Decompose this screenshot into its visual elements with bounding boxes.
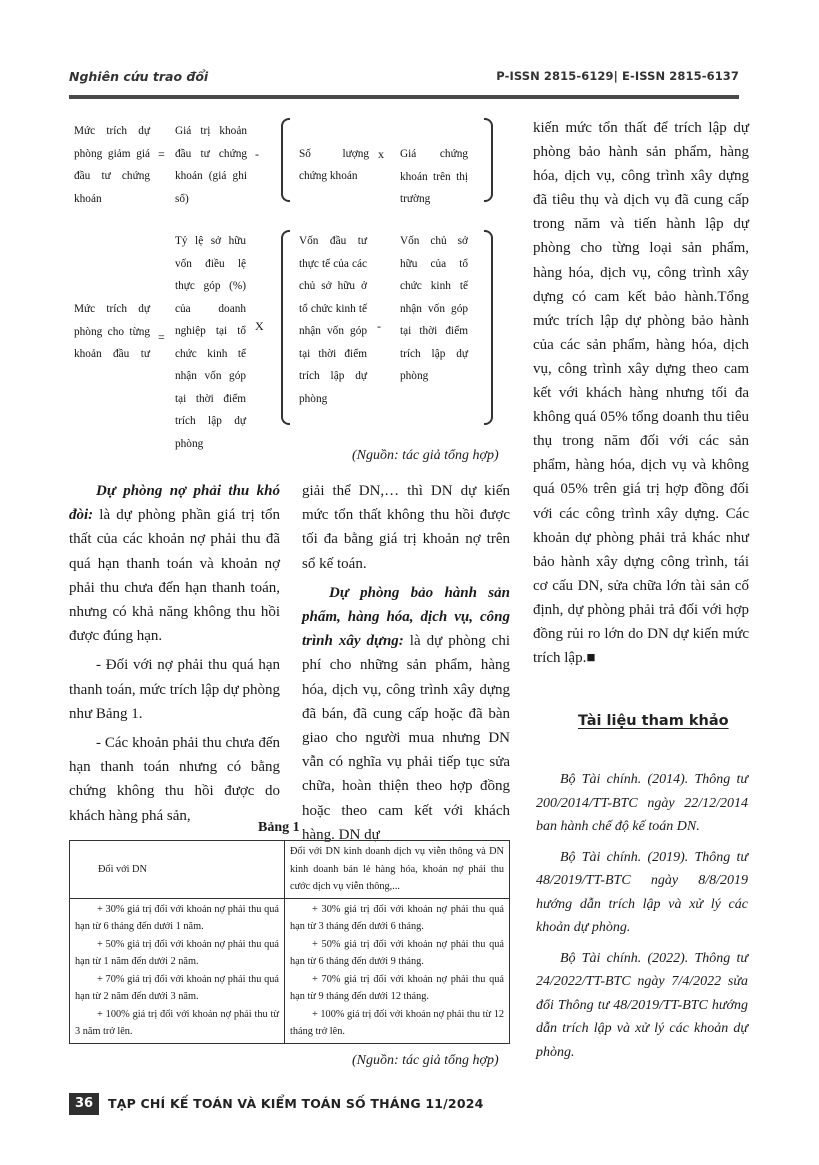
table-cell-enterprise xyxy=(70,898,285,1043)
table-item: + 50% giá trị đối với khoản nợ phải thu quá hạn từ 6 tháng đến dưới 9 tháng. xyxy=(290,938,504,967)
formula2-times: X xyxy=(255,319,264,333)
formula2-ownership-ratio: Tỷ lệ sở hữu vốn điều lệ thực góp (%) của doanh nghiệp tại tổ chức kinh tế nhận vốn góp tại thời điểm trích lập dự phòng xyxy=(175,235,246,450)
formula2-minus: - xyxy=(377,319,381,333)
end-mark: ■ xyxy=(586,650,596,667)
table-item: + 30% giá trị đối với khoản nợ phải thu quá hạn từ 3 tháng đến dưới 6 tháng. xyxy=(290,903,504,932)
table-header-telecom-text: Đối với DN kinh doanh dịch vụ viễn thông và DN kinh doanh bán lẻ hàng hóa, khoản nợ phải thu cước dịch vụ viễn thông,... xyxy=(290,846,504,892)
table-item: + 100% giá trị đối với khoản nợ phải thu từ 12 tháng trở lên. xyxy=(290,1008,504,1037)
column-2 xyxy=(302,479,510,847)
formula2-right-bracket xyxy=(484,230,493,425)
formula2-lhs: Mức trích dự phòng cho từng khoản đầu tư xyxy=(74,303,150,360)
col2-paragraph-1: giải thể DN,… thì DN dự kiến mức tổn thất không thu hồi được tối đa bằng giá trị khoản nợ trên sổ kế toán. xyxy=(302,483,510,572)
formula1-lhs: Mức trích dự phòng giảm giá đầu tư chứng khoán xyxy=(74,125,150,205)
formula1-quantity: Số lượng xyxy=(299,148,369,160)
formula1-left-bracket xyxy=(281,118,290,202)
issn-label: P-ISSN 2815-6129| E-ISSN 2815-6137 xyxy=(496,69,739,83)
col1-paragraph-3: - Các khoản phải thu chưa đến hạn thanh toán nhưng có bằng chứng không thu hồi được do khách hàng phá sản, xyxy=(69,735,280,824)
reference-item: Bộ Tài chính. (2014). Thông tư 200/2014/TT-BTC ngày 22/12/2014 ban hành chế độ kế toán DN. xyxy=(536,772,748,834)
journal-name: TẠP CHÍ KẾ TOÁN VÀ KIỂM TOÁN SỐ THÁNG 11/2024 xyxy=(108,1096,484,1111)
table-row xyxy=(70,898,510,1043)
col3-text: kiến mức tổn thất để trích lập dự phòng bảo hành sản phẩm, hàng hóa, dịch vụ, công trình xây dựng đã tiêu thụ và dịch vụ đã cung cấp trong năm và tiến hành lập dự phòng cho từng loại sản phẩm, hàng hóa, dịch vụ, công trình xây dựng có cam kết bảo hành.Tổng mức trích lập dự phòng bảo hành của các sản phẩm, hàng hóa, dịch vụ, công trình xây dựng theo cam kết với khách hàng nhưng tối đa không quá 05% tổng doanh thu tiêu thụ trong năm đối với các sản phẩm, hàng hóa, dịch vụ và không quá 05% trên giá trị hợp đồng đối với các công trình xây dựng. Các khoản dự phòng phải trả khác như bảo hành xây dựng công trình, tái cơ cấu DN, sửa chữa lớn tài sản cố định, dự phòng phải trả đối với hợp đồng rủi ro lớn do DN dự kiến mức trích lập. xyxy=(533,120,749,667)
table-header-enterprise: Đối với DN xyxy=(70,841,285,899)
table-source-note: (Nguồn: tác giả tổng hợp) xyxy=(352,1053,499,1068)
column-3 xyxy=(533,116,749,670)
formula1-right-bracket xyxy=(484,118,493,202)
col2-heading: Dự phòng bảo hành sản phẩm, hàng hóa, dịch vụ, công trình xây dựng: xyxy=(302,584,510,650)
formula1-book-value: Giá trị khoản đầu tư chứng khoán (giá ghi sổ) xyxy=(175,125,247,205)
header-rule xyxy=(69,95,739,99)
col1-paragraph-2: - Đối với nợ phải thu quá hạn thanh toán, mức trích lập dự phòng như Bảng 1. xyxy=(69,657,280,722)
table-item: + 50% giá trị đối với khoản nợ phải thu quá hạn từ 1 năm đến dưới 2 năm. xyxy=(75,938,279,967)
table-item: + 100% giá trị đối với khoản nợ phải thu từ 3 năm trở lên. xyxy=(75,1008,279,1037)
formula1-times: x xyxy=(378,147,384,161)
column-1 xyxy=(69,479,280,828)
formula-source-note: (Nguồn: tác giả tổng hợp) xyxy=(352,448,499,463)
formula1-market-price: Giá chứng khoán trên thị trường xyxy=(400,148,468,205)
formula1-quantity-unit: chứng khoán xyxy=(299,170,358,182)
provision-table xyxy=(69,840,510,1044)
col1-paragraph-1 xyxy=(69,479,280,648)
table-cell-telecom xyxy=(285,898,510,1043)
col1-heading: Dự phòng nợ phải thu khó đòi: xyxy=(69,483,280,524)
table-item: + 70% giá trị đối với khoản nợ phải thu quá hạn từ 2 năm đến dưới 3 năm. xyxy=(75,973,279,1002)
page-number: 36 xyxy=(69,1093,99,1115)
formula1-equals: = xyxy=(158,147,165,161)
formula2-left-bracket xyxy=(281,230,290,425)
table-item: + 70% giá trị đối với khoản nợ phải thu quá hạn từ 9 tháng đến dưới 12 tháng. xyxy=(290,973,504,1002)
section-label: Nghiên cứu trao đổi xyxy=(69,69,209,84)
formula2-owner-equity: Vốn chủ sở hữu của tổ chức kinh tế nhận vốn góp tại thời điểm trích lập dự phòng xyxy=(400,235,468,382)
reference-item: Bộ Tài chính. (2022). Thông tư 24/2022/TT-BTC ngày 7/4/2022 sửa đổi Thông tư 48/2019/TT-BTC hướng dẫn trích lập và xử lý các khoản dự phòng. xyxy=(536,950,748,1060)
formula1-minus: - xyxy=(255,147,259,161)
references-list xyxy=(536,768,748,1071)
formula2-invested-capital: Vốn đầu tư thực tế của các chủ sở hữu ở tổ chức kinh tế nhận vốn góp tại thời điểm trích lập dự phòng xyxy=(299,235,367,405)
col2-body: là dự phòng chi phí cho những sản phẩm, hàng hóa, dịch vụ, công trình xây dựng đã bán, đã cung cấp hoặc đã bàn giao cho người mua nhưng DN vẫn có nghĩa vụ phải tiếp tục sửa chữa, hoàn thiện theo hợp đồng hoặc theo cam kết với khách hàng. DN dự xyxy=(302,633,511,843)
col2-paragraph-2 xyxy=(302,581,510,847)
table-header-row xyxy=(70,841,510,899)
table-title: Bảng 1 xyxy=(258,820,300,835)
table-item: + 30% giá trị đối với khoản nợ phải thu quá hạn từ 6 tháng đến dưới 1 năm. xyxy=(75,903,279,932)
col1-body: là dự phòng phần giá trị tổn thất của các khoản nợ phải thu đã quá hạn thanh toán và khoản nợ phải thu chưa đến hạn thanh toán, nhưng có khả năng không thu hồi được đúng hạn. xyxy=(69,507,280,645)
reference-item: Bộ Tài chính. (2019). Thông tư 48/2019/TT-BTC ngày 8/8/2019 hướng dẫn trích lập và xử lý các khoản dự phòng. xyxy=(536,849,748,935)
col3-paragraph xyxy=(533,116,749,670)
formula2-equals: = xyxy=(158,330,165,344)
table-header-telecom xyxy=(285,841,510,899)
references-heading: Tài liệu tham khảo xyxy=(578,713,729,729)
